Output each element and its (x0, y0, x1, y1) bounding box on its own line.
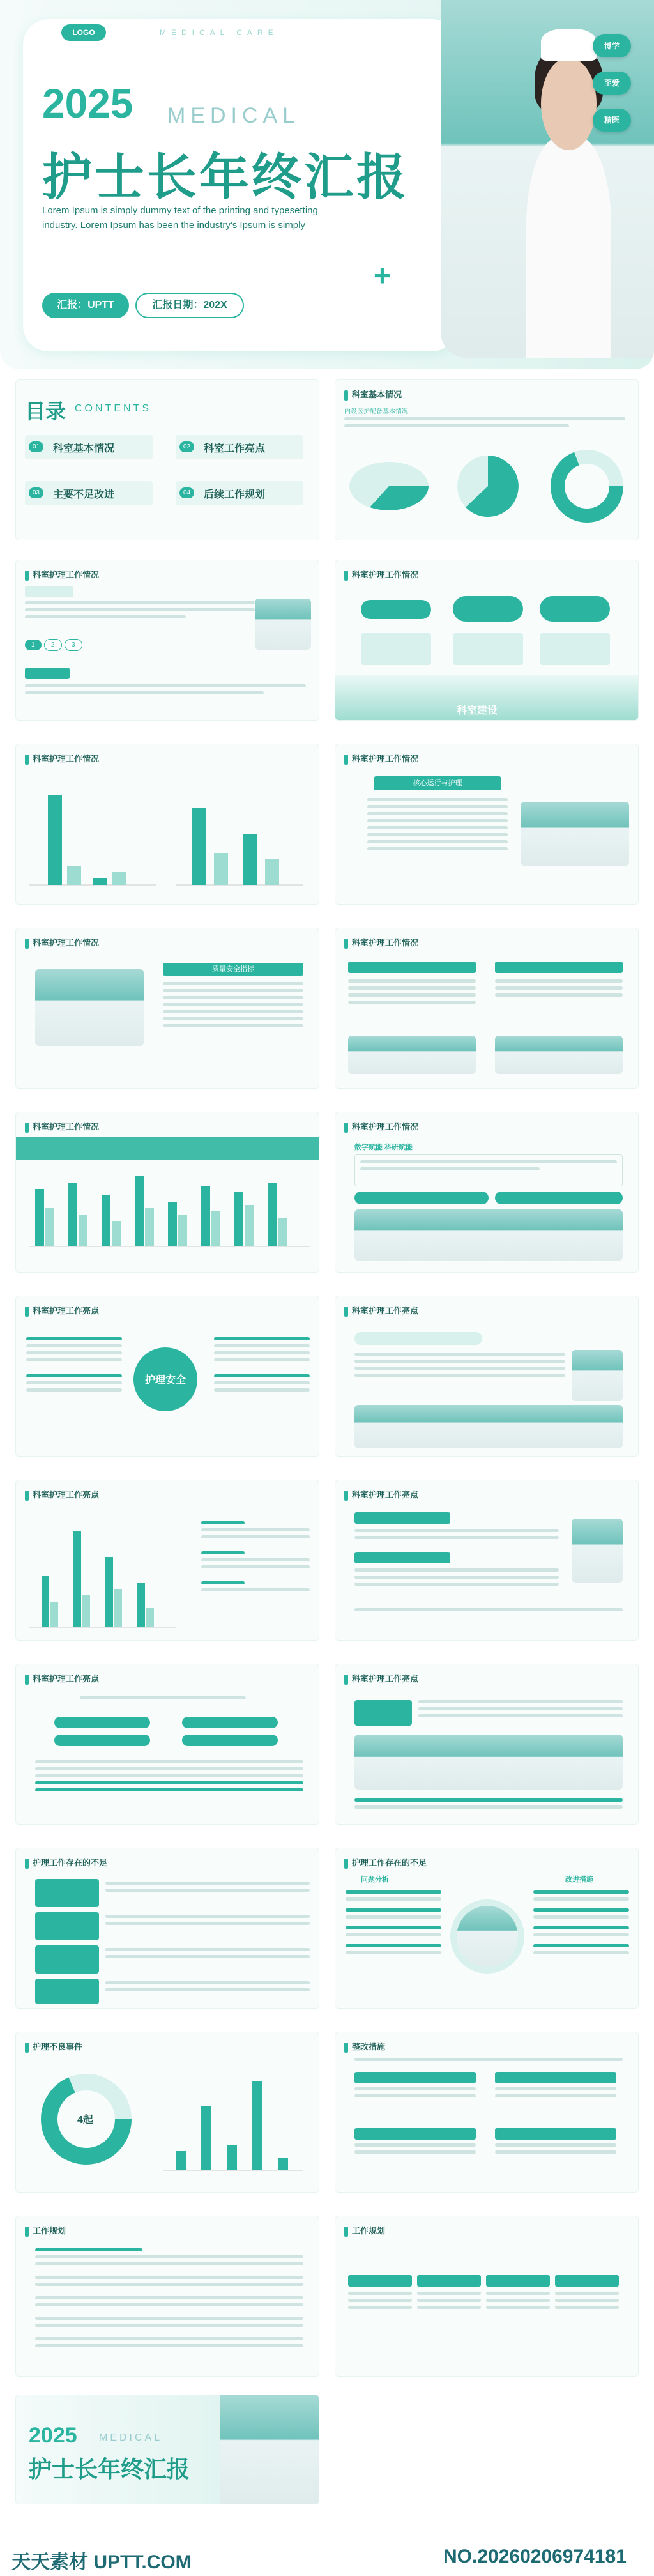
tag-boxue: 博学 (593, 34, 631, 57)
build-label: 科室建设 (457, 705, 498, 716)
hero-lorem: Lorem Ipsum is simply dummy text of the printing and typesetting industry. Lorem Ipsum has been the industry's Ipsum is simply (42, 205, 318, 231)
slide-title: 科室护理工作情况 (25, 936, 99, 949)
hero-title: 护士长年终汇报 (42, 148, 409, 206)
closing-medical: MEDICAL (99, 2432, 163, 2443)
ward-photo (521, 802, 629, 866)
adverse-slide (15, 2032, 319, 2193)
step-buttons: 1 2 3 (25, 638, 242, 651)
adverse-bars (163, 2068, 310, 2177)
photo (495, 1036, 623, 1074)
center-ring (450, 1899, 524, 1974)
compare-chart-slide (15, 1480, 319, 1641)
highlight-title: 数字赋能 科研赋能 (354, 1144, 413, 1151)
ward-photo (35, 969, 144, 1046)
slide-title: 工作规划 (344, 2224, 385, 2237)
compare-bars (29, 1519, 182, 1634)
slide-title: 科室护理工作情况 (344, 1120, 418, 1133)
banner (16, 1137, 319, 1160)
nursing-slide-1 (15, 560, 319, 721)
quality-header: 质量安全指标 (163, 963, 303, 976)
panel-header (495, 962, 623, 973)
slide-title: 工作规划 (25, 2224, 66, 2237)
slide-title: 科室护理工作情况 (25, 568, 99, 581)
highlight-slide-1 (335, 1112, 639, 1273)
highlight-slide-3 (335, 1480, 639, 1641)
pill (54, 1735, 150, 1746)
slide-title: 科室护理工作情况 (344, 568, 418, 581)
label-box (25, 668, 70, 679)
photo (354, 1405, 623, 1448)
slide-title: 科室护理工作情况 (344, 752, 418, 765)
slide-title: 整改措施 (344, 2040, 385, 2053)
slide-title: 科室基本情况 (344, 388, 402, 401)
bar (243, 834, 257, 885)
date-badge: 汇报日期：202X (135, 293, 244, 318)
nurse-photo (220, 2395, 319, 2504)
slide-title: 科室护理工作亮点 (344, 1488, 418, 1501)
node (361, 600, 431, 619)
bar (112, 872, 126, 885)
bar (214, 853, 228, 885)
problem-analysis-slide (335, 1848, 639, 2009)
bar (48, 795, 62, 885)
label-box (354, 1552, 450, 1563)
closing-slide (15, 2395, 319, 2504)
basic-slide (335, 379, 639, 540)
contents-item: 03 主要不足改进 (25, 481, 153, 505)
monthly-bars (29, 1170, 310, 1253)
panel-header (348, 962, 476, 973)
slide-title: 护理工作存在的不足 (344, 1856, 427, 1869)
slide-title: 科室护理工作情况 (25, 1120, 99, 1133)
highlight-slide-4 (15, 1664, 319, 1825)
text-lines (344, 417, 625, 431)
photo (572, 1519, 623, 1583)
reporter-badge: 汇报：UPTT (42, 293, 129, 318)
highlight-slide-5 (335, 1664, 639, 1825)
node (540, 633, 610, 665)
tag-zhiai: 至爱 (593, 72, 631, 95)
pill (182, 1717, 278, 1728)
photo (348, 1036, 476, 1074)
bar (192, 808, 206, 885)
nurse-body-shape (526, 136, 612, 358)
table (367, 798, 508, 854)
problem-label: 问题分析 (361, 1876, 389, 1883)
bar (93, 878, 107, 885)
closing-year: 2025 (29, 2423, 77, 2448)
contents-slide (15, 379, 319, 540)
contents-subtitle: CONTENTS (75, 403, 151, 414)
nursing-build-slide (335, 560, 639, 721)
slide-title: 科室护理工作情况 (344, 936, 418, 949)
slide-title: 护理不良事件 (25, 2040, 82, 2053)
slide-title: 科室护理工作亮点 (25, 1672, 99, 1685)
monthly-chart-slide (15, 1112, 319, 1273)
measures-label: 改进措施 (565, 1876, 593, 1883)
improve-slide (335, 2032, 639, 2193)
label-box (25, 586, 73, 597)
node (540, 596, 610, 622)
footer-number: NO.20260206974181 (443, 2546, 627, 2567)
photo (354, 1735, 623, 1790)
plan-slide-1 (15, 2216, 319, 2377)
tag-jingyi: 精医 (593, 109, 631, 132)
slide-title: 科室护理工作亮点 (25, 1304, 99, 1317)
bar-chart (29, 783, 310, 898)
quality-slide (15, 928, 319, 1089)
slide-title: 科室护理工作亮点 (25, 1488, 99, 1501)
footer-brand: 天天素材 UPTT.COM (11, 2552, 192, 2573)
nurse-photo-small (255, 599, 311, 650)
dual-panel-slide (335, 928, 639, 1089)
basic-intro: 内设医护配备基本情况 (344, 408, 408, 415)
plan-slide-2 (335, 2216, 639, 2377)
header-tag: MEDICAL CARE (160, 28, 278, 37)
hero-slide (0, 0, 654, 369)
bar-chart-slide-1 (15, 744, 319, 905)
core-slide (335, 744, 639, 905)
bar (67, 866, 81, 885)
pill (182, 1735, 278, 1746)
slide-title: 科室护理工作情况 (25, 752, 99, 765)
contents-item: 01 科室基本情况 (25, 435, 153, 459)
closing-title: 护士长年终汇报 (29, 2456, 190, 2483)
node (453, 633, 523, 665)
donut-total: 4起 (77, 2115, 93, 2126)
contents-item: 04 后续工作规划 (176, 481, 303, 505)
safety-circle: 护理安全 (133, 1347, 197, 1411)
bar (265, 859, 279, 885)
slide-title: 科室护理工作亮点 (344, 1304, 418, 1317)
contents-item: 02 科室工作亮点 (176, 435, 303, 459)
photo (354, 1209, 623, 1261)
core-header: 核心运行与护理 (374, 776, 501, 790)
slide-title: 护理工作存在的不足 (25, 1856, 107, 1869)
pie-charts (344, 441, 632, 531)
label-box (354, 1332, 482, 1345)
pill (54, 1717, 150, 1728)
plus-icon: + (374, 259, 391, 292)
contents-title: 目录 (25, 400, 66, 423)
nurse-head-shape (541, 57, 597, 151)
label-box (354, 1512, 450, 1524)
photo (572, 1350, 623, 1401)
node (361, 633, 431, 665)
pill (354, 1192, 489, 1204)
logo: LOGO (61, 24, 106, 41)
slide-title: 科室护理工作亮点 (344, 1672, 418, 1685)
node (453, 596, 523, 622)
highlight-slide-2 (335, 1296, 639, 1457)
safety-slide (15, 1296, 319, 1457)
label-box (354, 1700, 412, 1726)
pill (495, 1192, 623, 1204)
hero-year: 2025 (42, 80, 133, 126)
shortcoming-slide (15, 1848, 319, 2009)
nurse-cap-shape (541, 29, 597, 61)
hero-medical: MEDICAL (167, 103, 300, 128)
